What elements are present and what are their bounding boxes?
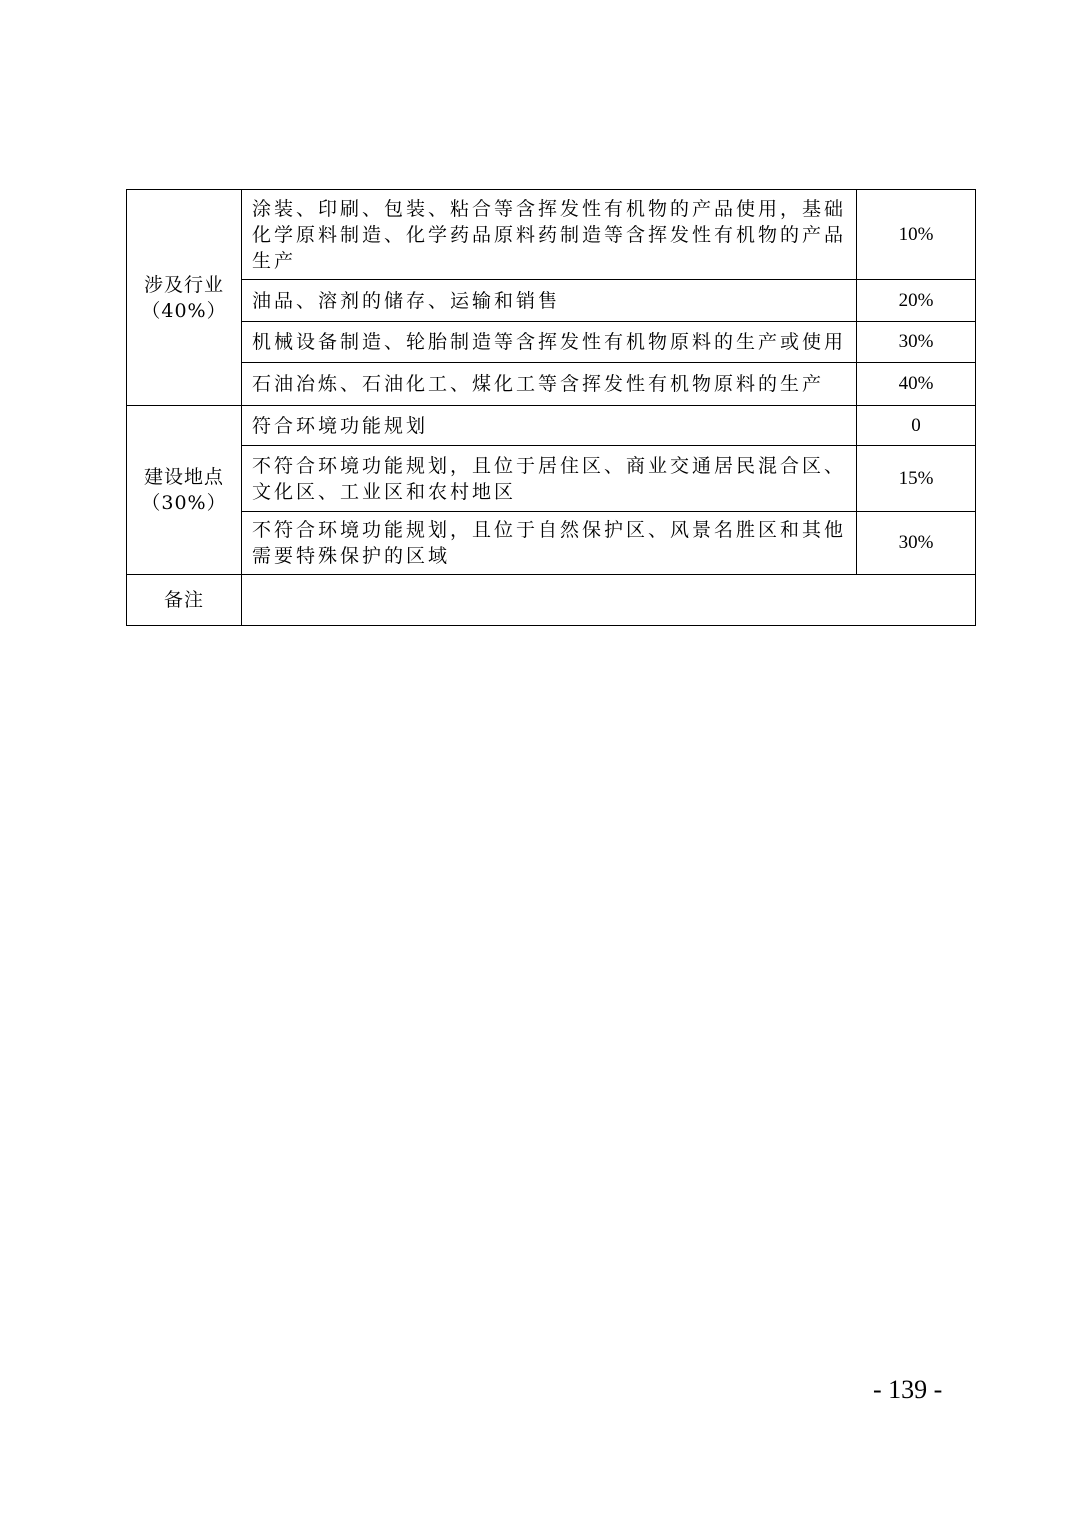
category-label: 涉及行业	[143, 273, 224, 296]
scoring-criteria-table	[126, 189, 976, 626]
criterion-value: 0	[857, 406, 976, 446]
table-row	[127, 280, 976, 322]
remarks-content	[242, 575, 976, 626]
criterion-description: 石油冶炼、石油化工、煤化工等含挥发性有机物原料的生产	[242, 363, 857, 406]
criterion-value: 40%	[857, 363, 976, 406]
table-row	[127, 575, 976, 626]
table-row	[127, 190, 976, 280]
category-cell-location	[127, 406, 242, 575]
table-row	[127, 322, 976, 363]
criterion-value: 30%	[857, 322, 976, 363]
category-cell-industry	[127, 190, 242, 406]
criterion-value: 15%	[857, 446, 976, 512]
remarks-label: 备注	[127, 575, 242, 626]
page-number: - 139 -	[873, 1375, 943, 1404]
criterion-description: 不符合环境功能规划，且位于自然保护区、风景名胜区和其他需要特殊保护的区域	[242, 512, 857, 575]
table-row	[127, 363, 976, 406]
table-row	[127, 512, 976, 575]
table-row	[127, 446, 976, 512]
criterion-description: 涂装、印刷、包装、粘合等含挥发性有机物的产品使用，基础化学原料制造、化学药品原料药制造等含挥发性有机物的产品生产	[242, 190, 857, 280]
criterion-description: 机械设备制造、轮胎制造等含挥发性有机物原料的生产或使用	[242, 322, 857, 363]
criterion-value: 10%	[857, 190, 976, 280]
table-row	[127, 406, 976, 446]
category-label: 建设地点	[143, 466, 224, 488]
criterion-description: 符合环境功能规划	[242, 406, 857, 446]
category-weight: （30%）	[141, 492, 227, 514]
criterion-description: 油品、溶剂的储存、运输和销售	[242, 280, 857, 322]
category-weight: （40%）	[141, 299, 227, 322]
criterion-value: 30%	[857, 512, 976, 575]
criterion-value: 20%	[857, 280, 976, 322]
criterion-description: 不符合环境功能规划，且位于居住区、商业交通居民混合区、文化区、工业区和农村地区	[242, 446, 857, 512]
